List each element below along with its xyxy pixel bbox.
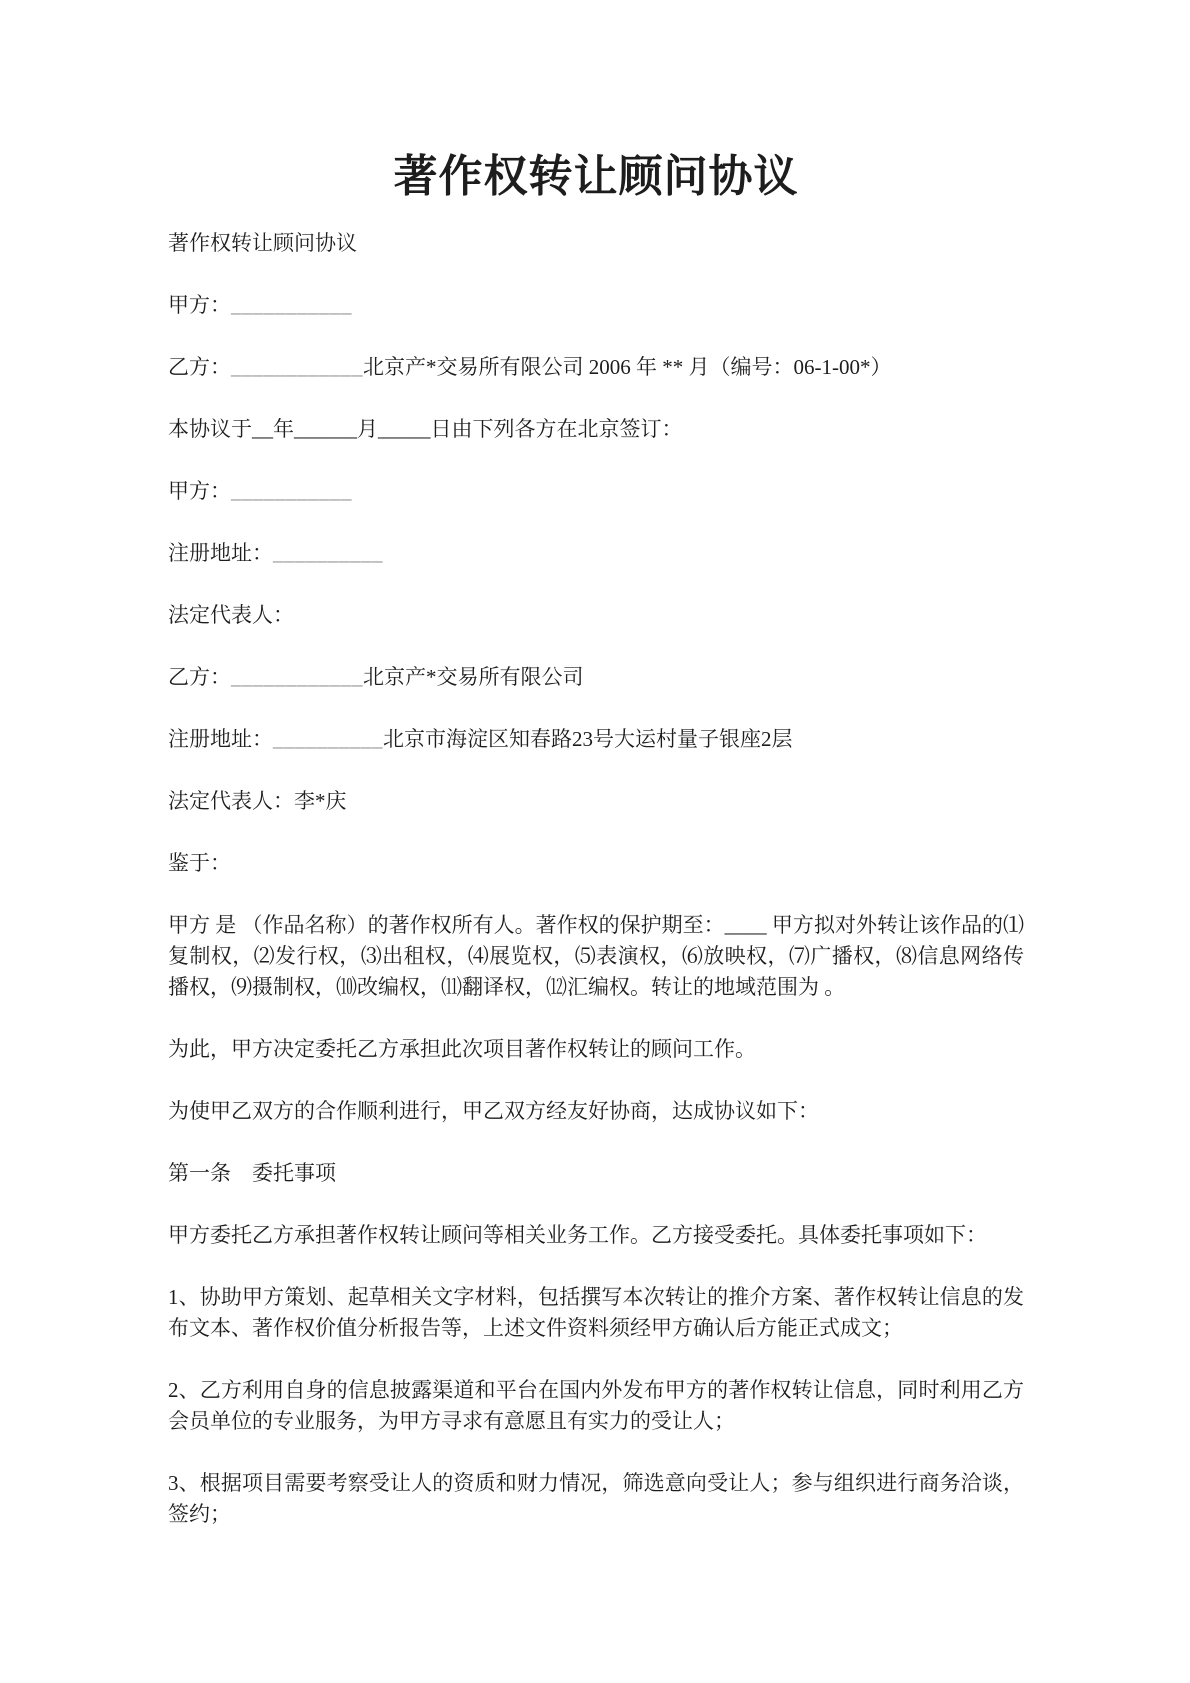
party-b-representative-line — [168, 786, 1024, 817]
contract-document — [168, 148, 1024, 1561]
article-1-heading — [168, 1158, 1024, 1189]
text-run: 注册地址： — [168, 727, 273, 751]
agreement-intro-paragraph — [168, 1096, 1024, 1127]
party-b-name-line — [168, 662, 1024, 693]
party-a-name-line — [168, 476, 1024, 507]
blank-underline: __________ — [273, 727, 383, 751]
party-a-address-line — [168, 538, 1024, 569]
text-run: 甲方 是 （作品名称）的著作权所有人。著作权的保护期至：____ 甲方拟对外转让该作品的⑴复制权，⑵发行权，⑶出租权，⑷展览权，⑸表演权，⑹放映权，⑺广播权，⑻信息网络传播权，⑼摄制权，⑽改编权，⑾翻译权，⑿汇编权。转让的地域范围为 。 — [168, 913, 1024, 999]
text-run: 北京产*交易所有限公司 — [363, 665, 584, 689]
text-run: 甲方委托乙方承担著作权转让顾问等相关业务工作。乙方接受委托。具体委托事项如下： — [168, 1223, 987, 1247]
blank-underline: ___________ — [231, 293, 352, 317]
text-run: 为使甲乙双方的合作顺利进行，甲乙双方经友好协商，达成协议如下： — [168, 1099, 819, 1123]
document-body — [168, 228, 1024, 1530]
article-1-intro — [168, 1220, 1024, 1251]
blank-underline: __________ — [273, 541, 383, 565]
signing-date-line — [168, 414, 1024, 445]
text-run: 3、根据项目需要考察受让人的资质和财力情况，筛选意向受让人；参与组织进行商务洽谈，签约； — [168, 1471, 1024, 1526]
document-title: 著作权转让顾问协议 — [393, 152, 799, 201]
party-a-representative-line — [168, 600, 1024, 631]
party-b-line — [168, 352, 1024, 383]
text-run: 甲方： — [168, 479, 231, 503]
text-run: 注册地址： — [168, 541, 273, 565]
text-run: 本协议于__年______月_____日由下列各方在北京签订： — [168, 417, 683, 441]
blank-underline: ____________ — [231, 355, 363, 379]
party-b-address-line — [168, 724, 1024, 755]
whereas-line — [168, 848, 1024, 879]
entrusted-item-1 — [168, 1282, 1024, 1344]
recital-paragraph — [168, 910, 1024, 1003]
party-a-line — [168, 290, 1024, 321]
blank-underline: ___________ — [231, 479, 352, 503]
entrusted-item-2 — [168, 1375, 1024, 1437]
entrusted-item-3 — [168, 1468, 1024, 1530]
text-run: 2、乙方利用自身的信息披露渠道和平台在国内外发布甲方的著作权转让信息，同时利用乙方会员单位的专业服务，为甲方寻求有意愿且有实力的受让人； — [168, 1378, 1024, 1433]
text-run: 甲方： — [168, 293, 231, 317]
text-run: 乙方： — [168, 665, 231, 689]
text-run: 法定代表人： — [168, 603, 294, 627]
blank-underline: ____________ — [231, 665, 363, 689]
subtitle-line — [168, 228, 1024, 259]
text-run: 1、协助甲方策划、起草相关文字材料，包括撰写本次转让的推介方案、著作权转让信息的发布文本、著作权价值分析报告等，上述文件资料须经甲方确认后方能正式成文； — [168, 1285, 1024, 1340]
text-run: 第一条 委托事项 — [168, 1161, 336, 1185]
text-run: 著作权转让顾问协议 — [168, 231, 357, 255]
purpose-paragraph — [168, 1034, 1024, 1065]
text-run: 北京产*交易所有限公司 2006 年 ** 月（编号：06-1-00*） — [363, 355, 892, 379]
text-run: 法定代表人：李*庆 — [168, 789, 347, 813]
text-run: 为此，甲方决定委托乙方承担此次项目著作权转让的顾问工作。 — [168, 1037, 756, 1061]
text-run: 北京市海淀区知春路23号大运村量子银座2层 — [383, 727, 793, 751]
text-run: 鉴于： — [168, 851, 231, 875]
text-run: 乙方： — [168, 355, 231, 379]
